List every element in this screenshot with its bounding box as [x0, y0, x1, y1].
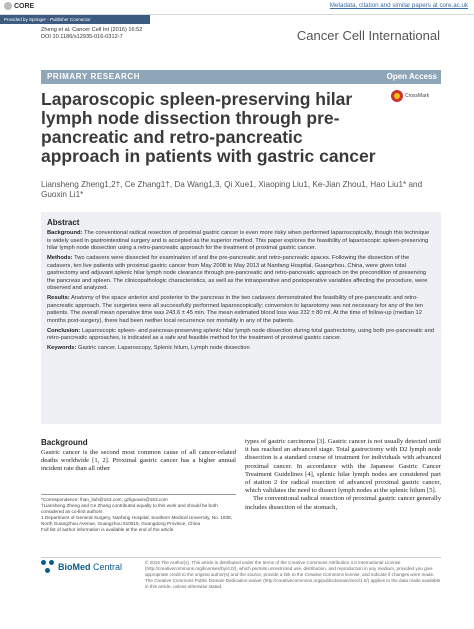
abstract-results	[47, 295, 435, 325]
core-logo-text: CORE	[14, 2, 35, 10]
abstract-keywords-text: Gastric cancer, Laparoscopy, Splenic hilum, Lymph node dissection	[78, 345, 250, 352]
abstract-keywords-label: Keywords:	[47, 345, 77, 352]
abstract-results-label: Results:	[47, 295, 70, 302]
abstract-conclusion-text: Laparoscopic spleen- and pancreas-preserving splenic hilar lymph node dissection during total gastrectomy, using both pre-pancreatic and retro-pancreatic approaches, is indicated as a safe and feasible method for the treatment of proximal gastric cancer.	[47, 327, 434, 342]
footnote-correspondence: *Correspondence: lhan_liuh@163.com; gzliguoxin@163.com	[41, 497, 168, 502]
body-left-column	[41, 438, 236, 474]
abstract-heading: Abstract	[47, 218, 80, 227]
core-bar	[0, 0, 474, 15]
core-logo-icon	[4, 2, 12, 10]
crossmark-button[interactable]	[391, 88, 441, 104]
abstract-conclusion-label: Conclusion:	[47, 327, 81, 334]
crossmark-icon	[391, 90, 403, 102]
body-right-text-2: The conventional radical resection of proximal gastric cancer generally includes dissection of the stomach,	[245, 495, 441, 511]
core-metadata-link[interactable]: Metadata, citation and similar papers at core.ac.uk	[329, 2, 468, 9]
provided-by-banner[interactable]: Provided by Springer - Publisher Connector	[0, 15, 150, 24]
abstract-keywords	[47, 345, 435, 353]
journal-name: Cancer Cell International	[296, 28, 440, 43]
abstract-results-text: Anatomy of the space anterior and posterior to the pancreas in the two cadavers demonstrated the feasibility of pre-pancreatic and retro-pancreatic approach. The surgeries were all successfully performed laparoscopically; conversion to laparotomy was not necessary for any of the ten patients. The overall mean operative time was 243.6 ± 45 min. The mean estimated blood loss was 232 ± 80 ml. At the time of follow-up (median 12 months post-surgery), there had been neither local recurrence nor mortality in any of the patients.	[47, 295, 424, 324]
core-logo[interactable]	[4, 2, 34, 10]
abstract-methods-label: Methods:	[47, 254, 73, 261]
citation	[41, 27, 142, 41]
section-label: PRIMARY RESEARCH	[47, 72, 141, 81]
footnote-more-info: Full list of author information is available at the end of the article	[41, 526, 174, 532]
footer-divider	[41, 557, 441, 558]
citation-line: Zheng et al. Cancer Cell Int (2016) 16:52	[41, 27, 143, 33]
body-right-column	[245, 438, 441, 512]
open-access-label: Open Access	[386, 72, 437, 81]
biomed-central-logo[interactable]	[41, 560, 122, 574]
abstract-methods	[47, 255, 435, 293]
biomed-central-icon	[41, 560, 55, 574]
article-type-banner	[41, 70, 441, 84]
doi-line: DOI 10.1186/s12935-016-0312-7	[41, 34, 123, 40]
abstract-background-label: Background:	[47, 230, 83, 236]
footnote-equal-contribution: †Liansheng Zheng and Ce Zhang contributed equally to this work and should be both considered as co-first authors	[41, 502, 218, 514]
abstract-conclusion	[47, 328, 435, 343]
body-left-text: Gastric cancer is the second most common cause of all cancer-related deaths worldwide [1, 2]. Proximal gastric cancer has a higher annual incident rate than all other	[41, 449, 236, 473]
body-right-text: types of gastric carcinoma [3]. Gastric cancer is not usually detected until it has reached an advanced stage. Total gastrectomy with D2 lymph node dissection is a standard course of treatment for individuals with advanced proximal cancer. In accordance with the Japanese Gastric Cancer Treatment Guidelines [4], splenic hilar lymph nodes are considered part of station 2 for radical resection of advanced proximal gastric cancer, which validates the need to dissect lymph nodes at the splenic hilum [5].	[245, 438, 441, 495]
abstract-background	[47, 230, 435, 253]
author-list: Liansheng Zheng1,2†, Ce Zhang1†, Da Wang1,3, Qi Xue1, Xiaoping Liu1, Ke-Jian Zhou1, Hao Liu1* and Guoxin Li1*	[41, 180, 423, 199]
abstract-background-text: The conventional radical resection of proximal gastric cancer is even more risky when performed laparoscopically, though this technique is widely used in gastrointestinal surgery and is accepted as the superior method. This paper explores the feasibility of laparoscopic spleen-preserving hilar lymph node dissection using a retro-pancreatic approach for the treatment of proximal gastric cancer.	[47, 230, 430, 252]
article-title: Laparoscopic spleen-preserving hilar lymph node dissection through pre-pancreatic and retro-pancreatic approach in patients with gastric cancer	[41, 89, 376, 166]
footnotes	[41, 494, 236, 532]
abstract-methods-text: Two cadavers were dissected for examination of and the pre-pancreatic and retro-pancreatic spaces. Following the dissection of the cadavers, ten live patients with proximal gastric cancer from May 2008 to May 2013 at Nanfang Hospital, Guangzhou, China, were given total gastrectomy and adjuvant splenic hilar lymph node clearance through pre-pancreatic and retro-pancreatic approach on the precondition of preserving the pancreas and spleen. The clinicopathologic characteristics, as well as the intraoperative and postoperative variables affecting the procedure, were observed and analyzed.	[47, 254, 428, 292]
footnote-affiliation: 1 Department of General Surgery, Nanfang Hospital, Southern Medical University, No. 1838, North Guangzhou Avenue, Guangzhou 510515, Guangdong Province, China	[41, 514, 233, 526]
biomed-central-wordmark: BioMed Central	[58, 562, 123, 572]
crossmark-label: CrossMark	[405, 93, 430, 99]
abstract-box	[41, 212, 441, 424]
license-text: © 2016 The Author(s). This article is distributed under the terms of the Creative Commons Attribution 4.0 International License (http://creativecommons.org/licenses/by/4.0/), which permits unrestricted use, distribution, and reproduction in any medium, provided you give appropriate credit to the original author(s) and the source, provide a link to the Creative Commons license, and indicate if changes were made. The Creative Commons Public Domain Dedication waiver (http://creativecommons.org/publicdomain/zero/1.0/) applies to the data made available in this article, unless otherwise stated.	[145, 560, 441, 589]
background-heading: Background	[41, 438, 88, 447]
